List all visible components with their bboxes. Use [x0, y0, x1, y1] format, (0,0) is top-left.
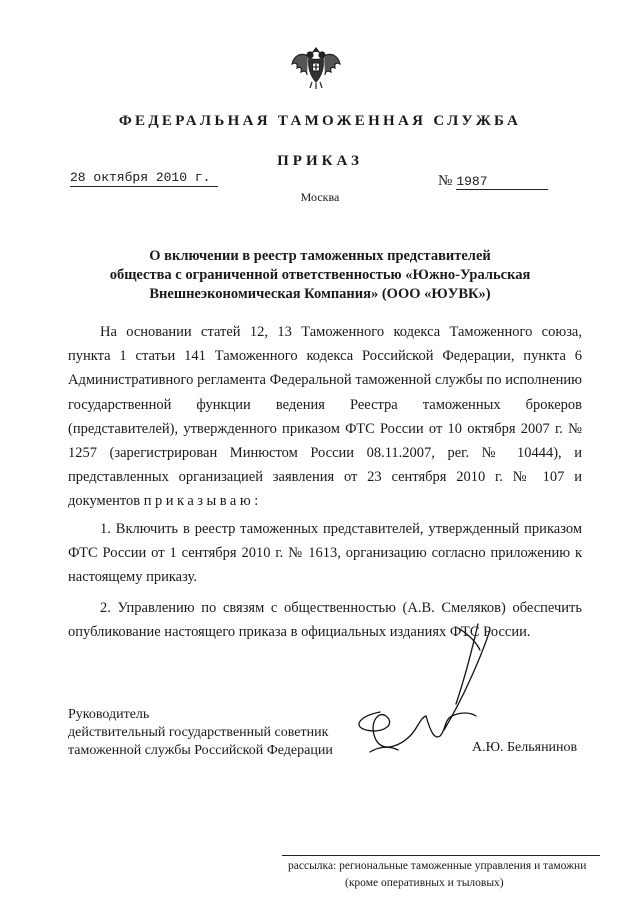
order-date: 28 октября 2010 г. — [70, 170, 218, 187]
distribution-line: рассылка: региональные таможенные управления и таможни — [288, 860, 587, 872]
signatory-role: таможенной службы Российской Федерации — [68, 743, 333, 758]
distribution-list — [288, 858, 598, 892]
clause-2: 2. Управлению по связям с общественностью (А.В. Смеляков) обеспечить опубликование настоящего приказа в официальных изданиях ФТС России. — [68, 600, 582, 641]
signatory-role: Руководитель — [68, 707, 150, 722]
distribution-divider — [282, 855, 600, 856]
double-headed-eagle-emblem-icon — [288, 42, 344, 92]
signatory-position — [68, 706, 333, 760]
preamble-text: На основании статей 12, 13 Таможенного кодекса Таможенного союза, пункта 1 статьи 141 Таможенного кодекса Российской Федерации, пункта 6 Административного регламента Федеральной таможенной службы по исполнению государственной функции ведения Реестра таможенных брокеров (представителей), утвержденного приказом ФТС России от 10 октября 2007 г. № 1257 (зарегистрирован Минюстом России 08.11.2007, рег. № 10444), и представленных организацией заявления от 23 сентября 2010 г. № 107 и документов — [68, 324, 582, 510]
agency-name: ФЕДЕРАЛЬНАЯ ТАМОЖЕННАЯ СЛУЖБА — [118, 113, 522, 129]
title-line: Внешнеэкономическая Компания» (ООО «ЮУВК») — [149, 286, 491, 302]
number-value: 1987 — [456, 174, 548, 190]
title-line: общества с ограниченной ответственностью «Южно-Уральская — [109, 267, 531, 283]
distribution-line: (кроме оперативных и тыловых) — [345, 877, 504, 889]
signatory-name: А.Ю. Бельянинов — [472, 740, 578, 755]
handwritten-signature — [340, 620, 520, 770]
title-line: О включении в реестр таможенных представителей — [149, 248, 491, 264]
order-word: приказываю: — [143, 493, 262, 510]
document-type: ПРИКАЗ — [277, 153, 363, 169]
preamble-paragraph — [68, 320, 582, 514]
clause-1: 1. Включить в реестр таможенных представителей, утвержденный приказом ФТС России от 1 сентября 2010 г. № 1613, организацию согласно приложению к настоящему приказу. — [68, 521, 582, 586]
signatory-role: действительный государственный советник — [68, 725, 329, 740]
order-number — [438, 173, 548, 190]
number-prefix: № — [438, 173, 453, 189]
order-title — [60, 247, 580, 304]
city: Москва — [300, 190, 340, 204]
